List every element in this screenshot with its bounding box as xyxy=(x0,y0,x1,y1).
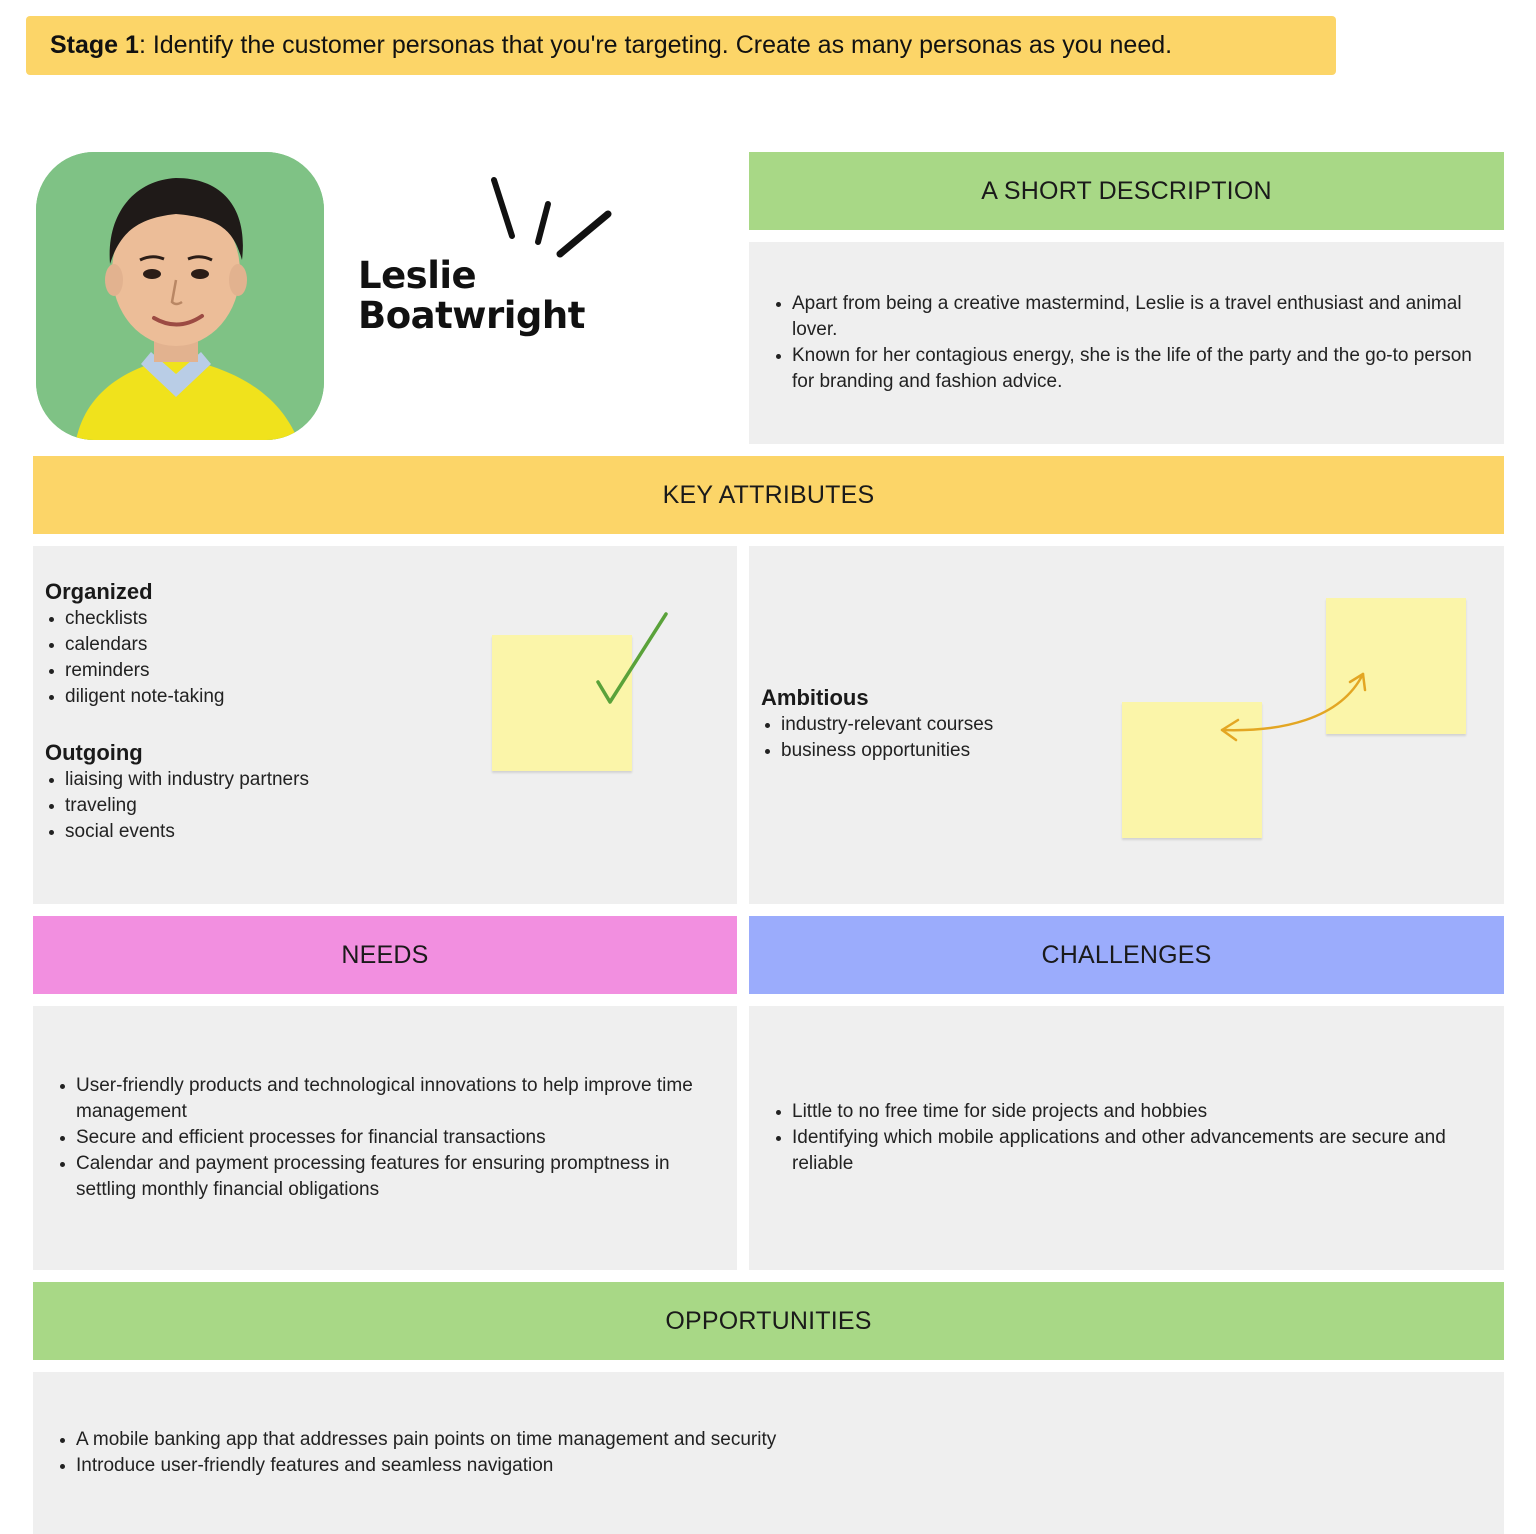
list-item: Apart from being a creative mastermind, Leslie is a travel enthusiast and animal lover. xyxy=(760,291,1490,343)
persona-photo-illustration xyxy=(36,152,324,440)
stage-instruction: : Identify the customer personas that you're targeting. Create as many personas as you need. xyxy=(138,31,1173,59)
persona-name xyxy=(358,256,678,336)
list-item: Little to no free time for side projects and hobbies xyxy=(760,1099,1495,1125)
list-item: calendars xyxy=(33,632,453,658)
list-item: business opportunities xyxy=(749,738,1109,764)
list-item: A mobile banking app that addresses pain points on time management and security xyxy=(44,1427,1444,1453)
needs-header: NEEDS xyxy=(33,916,737,994)
list-item: Identifying which mobile applications and other advancements are secure and reliable xyxy=(760,1125,1495,1177)
short-description-list xyxy=(760,291,1490,395)
list-item: checklists xyxy=(33,606,453,632)
needs-list xyxy=(44,1073,734,1203)
persona-photo xyxy=(36,152,324,440)
attribute-ambitious xyxy=(749,684,1109,764)
list-item: User-friendly products and technological innovations to help improve time management xyxy=(44,1073,734,1125)
attribute-list xyxy=(33,606,453,710)
list-item: industry-relevant courses xyxy=(749,712,1109,738)
curved-double-arrow-icon xyxy=(1210,662,1375,747)
list-item: Introduce user-friendly features and seamless navigation xyxy=(44,1453,1444,1479)
key-attributes-header: KEY ATTRIBUTES xyxy=(33,456,1504,534)
attribute-organized xyxy=(33,578,453,710)
list-item: liaising with industry partners xyxy=(33,767,453,793)
list-item: social events xyxy=(33,819,453,845)
stage-banner xyxy=(26,16,1336,75)
short-description-header: A SHORT DESCRIPTION xyxy=(749,152,1504,230)
list-item: Calendar and payment processing features for ensuring promptness in settling monthly financial obligations xyxy=(44,1151,734,1203)
list-item: Known for her contagious energy, she is the life of the party and the go-to person for branding and fashion advice. xyxy=(760,343,1490,395)
challenges-list xyxy=(760,1099,1495,1177)
list-item: traveling xyxy=(33,793,453,819)
persona-last-name: Boatwright xyxy=(358,294,585,337)
attribute-title: Organized xyxy=(45,579,153,604)
attribute-title: Outgoing xyxy=(45,740,143,765)
opportunities-list xyxy=(44,1427,1444,1479)
persona-first-name: Leslie xyxy=(358,254,477,297)
attribute-outgoing xyxy=(33,739,453,845)
list-item: reminders xyxy=(33,658,453,684)
attribute-title: Ambitious xyxy=(761,685,869,710)
challenges-header: CHALLENGES xyxy=(749,916,1504,994)
checkmark-icon xyxy=(590,610,674,710)
list-item: diligent note-taking xyxy=(33,684,453,710)
attribute-list xyxy=(33,767,453,845)
list-item: Secure and efficient processes for financial transactions xyxy=(44,1125,734,1151)
stage-label: Stage 1 xyxy=(50,31,139,59)
opportunities-header: OPPORTUNITIES xyxy=(33,1282,1504,1360)
burst-lines-icon xyxy=(480,170,620,260)
attribute-list xyxy=(749,712,1109,764)
